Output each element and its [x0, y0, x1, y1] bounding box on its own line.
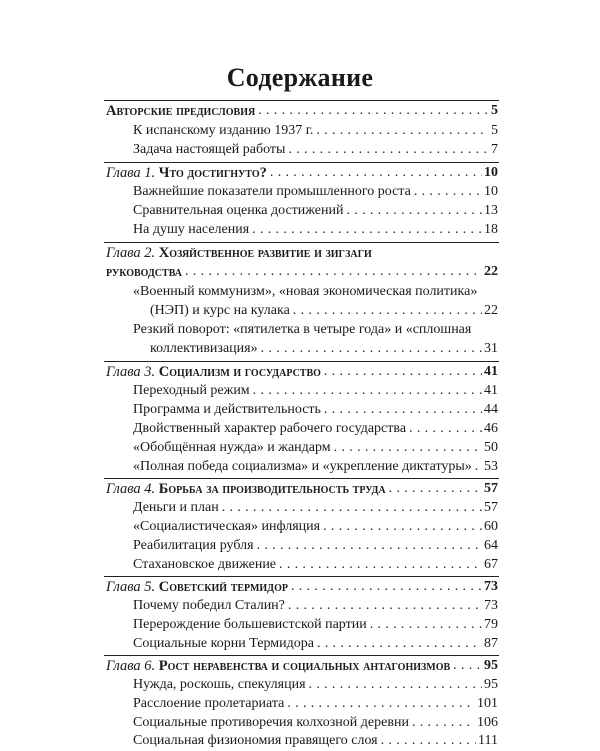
toc-entry-title: Резкий поворот: «пятилетка в четыре года» и «сплошная — [133, 322, 472, 337]
toc-entry[interactable] — [133, 555, 498, 575]
toc-entry-title: Почему победил Сталин? — [133, 598, 285, 613]
toc-entry-title: Нужда, роскошь, спекуляция — [133, 677, 306, 692]
toc-page-number: 79 — [484, 617, 498, 632]
dot-leader — [381, 731, 476, 751]
toc-entry[interactable] — [133, 201, 498, 221]
toc-entry-title: Важнейшие показатели промышленного роста — [133, 184, 411, 199]
toc-page-number: 41 — [484, 383, 498, 398]
dot-leader — [185, 262, 482, 282]
toc-page-number: 73 — [484, 598, 498, 613]
toc-chapter-heading[interactable] — [106, 243, 498, 263]
toc-chapter-heading[interactable] — [106, 163, 498, 183]
toc-page-number: 10 — [484, 184, 498, 199]
toc-entry-title-continued: коллективизация» — [150, 341, 258, 356]
chapter-label: Глава 2. — [106, 245, 156, 261]
toc-entry[interactable] — [133, 320, 498, 340]
chapter-title: Борьба за производительность труда — [158, 481, 386, 497]
dot-leader — [222, 498, 482, 518]
toc-page-number: 101 — [477, 696, 498, 711]
chapter-label: Глава 3. — [106, 364, 156, 380]
toc-page-number: 57 — [484, 481, 498, 496]
toc-page-number: 60 — [484, 519, 498, 534]
toc-heading-title: Авторские предисловия — [106, 103, 256, 119]
toc-entry-title: Сравнительная оценка достижений — [133, 203, 344, 218]
toc-page-number: 87 — [484, 636, 498, 651]
chapter-title-continued: руководства — [106, 264, 182, 280]
toc-entry-title: Программа и действительность — [133, 402, 321, 417]
toc-entry[interactable] — [133, 536, 498, 556]
dot-leader — [324, 362, 482, 382]
dot-leader — [409, 419, 482, 439]
toc-entry-continued[interactable] — [150, 301, 498, 321]
toc-entry[interactable] — [133, 381, 498, 401]
toc-chapter-heading[interactable] — [106, 577, 498, 597]
toc-page-number: 50 — [484, 440, 498, 455]
toc-entry-title: «Военный коммунизм», «новая экономическая политика» — [133, 284, 478, 299]
toc-entry-title-continued: (НЭП) и курс на кулака — [150, 303, 290, 318]
dot-leader — [323, 517, 482, 537]
dot-leader — [270, 163, 482, 183]
toc-page-number: 73 — [484, 579, 498, 594]
toc-entry[interactable] — [133, 140, 498, 160]
chapter-label: Глава 6. — [106, 658, 156, 674]
toc-page-number: 22 — [484, 264, 498, 279]
dot-leader — [258, 101, 489, 121]
toc-entry-title: Переходный режим — [133, 383, 250, 398]
toc-page-number: 95 — [484, 658, 498, 673]
dot-leader — [412, 713, 475, 733]
toc-entry[interactable] — [133, 731, 498, 751]
toc-chapter-heading[interactable] — [106, 479, 498, 499]
toc-entry-title: Расслоение пролетариата — [133, 696, 285, 711]
toc-entry[interactable] — [133, 282, 498, 302]
toc-entry-title: На душу населения — [133, 222, 250, 237]
toc-entry-title: Социальная физиономия правящего слоя — [133, 733, 378, 748]
chapter-title: Социализм и государство — [158, 364, 321, 380]
dot-leader — [291, 577, 482, 597]
toc-page-number: 31 — [484, 341, 498, 356]
dot-leader — [316, 121, 489, 141]
toc-page-number: 5 — [491, 123, 498, 138]
toc-page-number: 22 — [484, 303, 498, 318]
toc-page-number: 13 — [484, 203, 498, 218]
chapter-title: Рост неравенства и социальных антагонизмов — [158, 658, 451, 674]
toc-page-number: 44 — [484, 402, 498, 417]
dot-leader — [317, 634, 482, 654]
chapter-label: Глава 5. — [106, 579, 156, 595]
toc-page-number: 67 — [484, 557, 498, 572]
toc-section-heading[interactable] — [106, 101, 498, 121]
toc-entry-title: «Обобщённая нужда» и жандарм — [133, 440, 331, 455]
dot-leader — [334, 438, 482, 458]
toc-entry-title: Реабилитация рубля — [133, 538, 254, 553]
dot-leader — [257, 536, 482, 556]
dot-leader — [453, 656, 482, 676]
chapter-title: Что достигнуто? — [158, 165, 267, 181]
toc-entry[interactable] — [133, 182, 498, 202]
dot-leader — [253, 381, 482, 401]
toc-entry-title: «Полная победа социализма» и «укрепление диктатуры» — [133, 459, 472, 474]
toc-entry[interactable] — [133, 615, 498, 635]
toc-entry[interactable] — [133, 419, 498, 439]
toc-entry[interactable] — [133, 457, 498, 477]
dot-leader — [389, 479, 482, 499]
toc-entry-title: К испанскому изданию 1937 г. — [133, 123, 314, 138]
dot-leader — [288, 596, 482, 616]
toc-entry[interactable] — [133, 634, 498, 654]
dot-leader — [293, 301, 482, 321]
toc-page-number: 5 — [491, 103, 498, 118]
chapter-title: Советский термидор — [158, 579, 288, 595]
dot-leader — [288, 140, 489, 160]
chapter-label: Глава 1. — [106, 165, 156, 181]
toc-entry[interactable] — [133, 596, 498, 616]
toc-entry-title: Задача настоящей работы — [133, 142, 286, 157]
toc-page-number: 18 — [484, 222, 498, 237]
dot-leader — [414, 182, 482, 202]
toc-page-number: 106 — [477, 715, 498, 730]
toc-page-number: 111 — [478, 733, 498, 748]
toc-page-number: 57 — [484, 500, 498, 515]
dot-leader — [324, 400, 482, 420]
toc-entry[interactable] — [133, 220, 498, 240]
toc-page-number: 95 — [484, 677, 498, 692]
toc-entry-title: Деньги и план — [133, 500, 219, 515]
toc-entry[interactable] — [133, 438, 498, 458]
toc-entry[interactable] — [133, 675, 498, 695]
toc-page-number: 10 — [484, 165, 498, 180]
toc-entry-title: Стахановское движение — [133, 557, 277, 572]
toc-entry[interactable] — [133, 400, 498, 420]
toc-entry[interactable] — [133, 498, 498, 518]
toc-entry[interactable] — [133, 694, 498, 714]
dot-leader — [346, 201, 482, 221]
toc-entry[interactable] — [133, 517, 498, 537]
toc-chapter-heading-continued[interactable] — [106, 262, 498, 282]
dot-leader — [287, 694, 475, 714]
toc-entry-continued[interactable] — [150, 339, 498, 359]
dot-leader — [252, 220, 482, 240]
toc-chapter-heading[interactable] — [106, 656, 498, 676]
toc-page-number: 46 — [484, 421, 498, 436]
dot-leader — [261, 339, 482, 359]
toc-page-number: 7 — [491, 142, 498, 157]
toc-page-number: 64 — [484, 538, 498, 553]
toc-page-number: 41 — [484, 364, 498, 379]
chapter-label: Глава 4. — [106, 481, 156, 497]
chapter-title: Хозяйственное развитие и зигзаги — [158, 245, 372, 261]
page-title: Содержание — [226, 63, 374, 92]
dot-leader — [279, 555, 482, 575]
toc-entry[interactable] — [133, 713, 498, 733]
dot-leader — [309, 675, 482, 695]
toc-entry-title: Двойственный характер рабочего государства — [133, 421, 407, 436]
toc-entry[interactable] — [133, 121, 498, 141]
toc-page-number: 53 — [484, 459, 498, 474]
toc-entry-title: Социальные корни Термидора — [133, 636, 314, 651]
dot-leader — [370, 615, 482, 635]
dot-leader — [475, 457, 482, 477]
toc-chapter-heading[interactable] — [106, 362, 498, 382]
toc-entry-title: Социальные противоречия колхозной деревни — [133, 715, 409, 730]
toc-entry-title: «Социалистическая» инфляция — [133, 519, 321, 534]
toc-entry-title: Перерождение большевистской партии — [133, 617, 367, 632]
